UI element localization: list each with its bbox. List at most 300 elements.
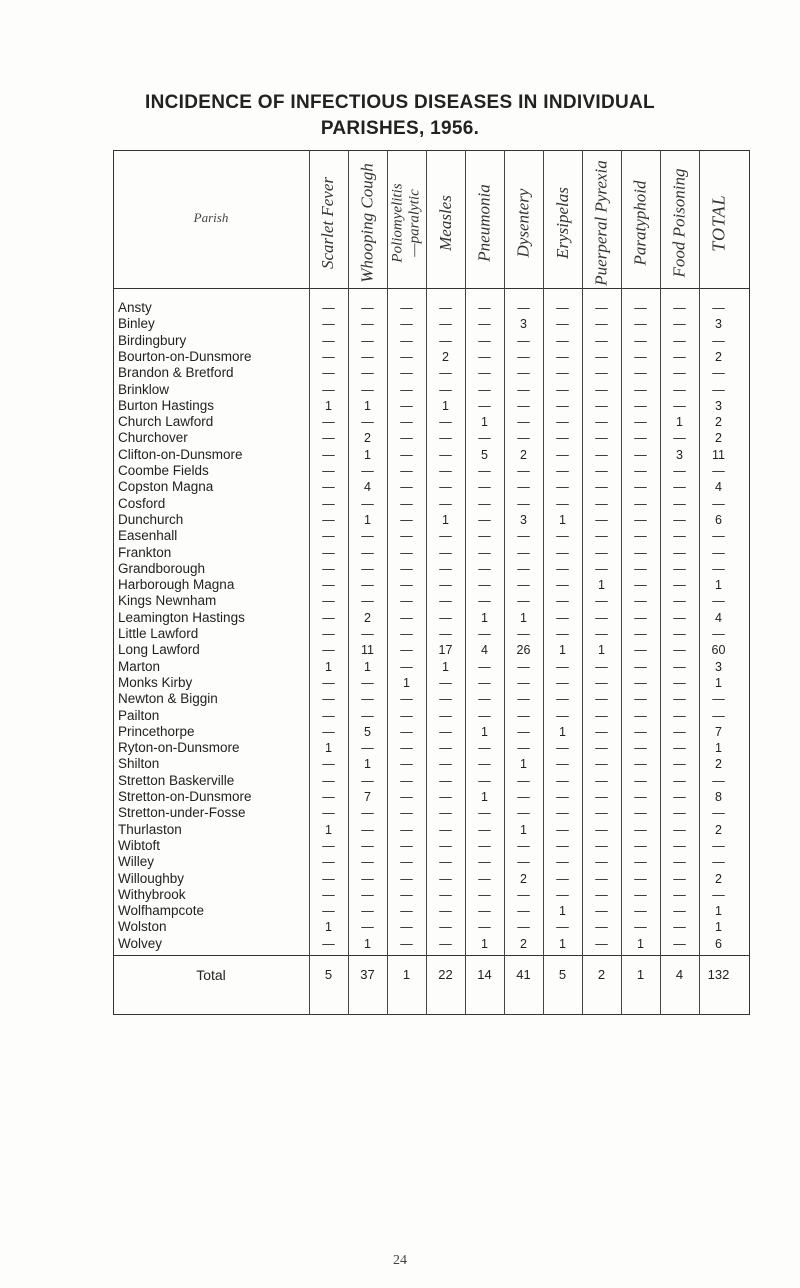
table-cell: — — [595, 333, 608, 348]
table-cell: — — [361, 382, 374, 397]
table-cell: — — [322, 561, 335, 576]
parish-name: Ansty — [118, 300, 152, 315]
column-header — [583, 158, 621, 288]
parish-name: Dunchurch — [118, 511, 184, 527]
table-row — [0, 903, 800, 919]
table-cell: — — [361, 675, 374, 690]
table-cell: 3 — [715, 659, 722, 674]
parish-name: Wibtoft — [118, 837, 161, 853]
column-header-label: Erysipelas — [552, 187, 572, 259]
table-cell: — — [634, 561, 647, 576]
parish-name: Church Lawford — [118, 414, 214, 430]
table-cell: — — [673, 578, 686, 593]
parish-name: Birdingbury — [118, 332, 187, 348]
table-cell: — — [595, 822, 608, 837]
table-cell: — — [400, 790, 413, 804]
table-cell: — — [361, 627, 374, 641]
table-cell: — — [322, 757, 335, 772]
table-cell: — — [634, 480, 647, 495]
table-cell: — — [517, 887, 530, 902]
table-cell: 1 — [364, 512, 371, 527]
table-cell: — — [556, 887, 569, 902]
table-cell: — — [322, 610, 335, 625]
table-cell: 1 — [559, 904, 566, 919]
parish-name: Stretton Baskerville — [118, 772, 235, 788]
table-row — [0, 919, 800, 935]
table-cell: — — [634, 838, 647, 853]
table-row — [0, 659, 800, 675]
table-cell: — — [595, 382, 608, 397]
table-cell: — — [634, 545, 647, 560]
table-cell: — — [322, 317, 335, 332]
table-cell: — — [634, 855, 647, 870]
table-cell: — — [712, 333, 725, 348]
table-cell: — — [322, 382, 335, 397]
table-cell: — — [673, 366, 686, 381]
table-row — [0, 300, 800, 316]
table-cell: — — [634, 659, 647, 674]
table-cell: — — [439, 773, 452, 788]
table-cell: 1 — [364, 936, 371, 951]
table-cell: — — [517, 724, 530, 739]
table-cell: — — [595, 855, 608, 870]
table-cell: 1 — [520, 757, 527, 772]
table-cell: — — [400, 594, 413, 609]
total-cell: 14 — [477, 967, 492, 982]
table-cell: — — [673, 887, 686, 902]
column-header — [505, 158, 543, 288]
table-cell: — — [595, 447, 608, 462]
table-cell: 1 — [715, 741, 722, 756]
table-cell: — — [361, 887, 374, 902]
table-cell: 1 — [325, 659, 332, 674]
table-cell: — — [556, 675, 569, 690]
table-cell: 1 — [442, 659, 449, 674]
table-cell: — — [595, 627, 608, 641]
table-cell: 1 — [520, 610, 527, 625]
total-cell: 4 — [675, 967, 684, 982]
table-cell: — — [634, 773, 647, 788]
table-cell: — — [634, 529, 647, 544]
table-cell: 2 — [520, 871, 527, 886]
table-row — [0, 626, 800, 642]
table-cell: — — [478, 431, 491, 446]
table-cell: — — [556, 610, 569, 625]
table-row — [0, 528, 800, 544]
parish-name: Willoughby — [118, 870, 185, 886]
table-cell: — — [517, 594, 530, 609]
table-cell: 1 — [481, 415, 488, 430]
table-row — [0, 854, 800, 870]
parish-name: Long Lawford — [118, 642, 200, 658]
table-cell: 4 — [364, 480, 371, 495]
table-cell: — — [478, 806, 491, 821]
table-cell: — — [400, 512, 413, 527]
table-cell: — — [673, 724, 686, 739]
table-cell: 1 — [559, 643, 566, 658]
table-cell: — — [322, 301, 335, 315]
table-cell: — — [439, 545, 452, 560]
column-header-label: Pneumonia — [474, 184, 494, 262]
table-cell: — — [712, 855, 725, 870]
table-cell: — — [673, 822, 686, 837]
table-cell: 1 — [520, 822, 527, 837]
table-cell: — — [712, 366, 725, 381]
column-header — [427, 158, 465, 288]
table-row — [0, 724, 800, 740]
parish-name: Stretton-under-Fosse — [118, 805, 246, 821]
page-number: 24 — [393, 1253, 407, 1268]
table-cell: — — [634, 822, 647, 837]
table-cell: — — [556, 773, 569, 788]
table-cell: 1 — [559, 724, 566, 739]
table-cell: — — [439, 431, 452, 446]
table-cell: — — [556, 301, 569, 315]
table-cell: — — [712, 545, 725, 560]
table-cell: — — [595, 790, 608, 804]
table-cell: 2 — [715, 349, 722, 364]
total-cell: 1 — [402, 967, 411, 982]
parish-name: Ryton-on-Dunsmore — [118, 740, 240, 756]
table-cell: — — [478, 855, 491, 870]
table-row — [0, 593, 800, 609]
table-cell: — — [673, 431, 686, 446]
table-cell: — — [517, 675, 530, 690]
total-cell: 41 — [516, 967, 531, 982]
table-cell: — — [634, 349, 647, 364]
table-cell: 1 — [481, 790, 488, 804]
table-cell: 2 — [520, 936, 527, 951]
table-cell: — — [361, 741, 374, 756]
table-row — [0, 871, 800, 887]
table-cell: — — [673, 838, 686, 853]
table-cell: — — [517, 366, 530, 381]
parish-name: Shilton — [118, 756, 160, 772]
table-cell: — — [556, 447, 569, 462]
total-divider — [113, 955, 750, 956]
table-row — [0, 447, 800, 463]
table-cell: — — [478, 627, 491, 641]
total-cell: 37 — [360, 967, 375, 982]
table-row — [0, 756, 800, 772]
parish-name: Burton Hastings — [118, 397, 215, 413]
table-cell: — — [595, 806, 608, 821]
table-cell: — — [322, 333, 335, 348]
table-cell: — — [400, 366, 413, 381]
table-cell: — — [400, 578, 413, 593]
table-cell: — — [634, 790, 647, 804]
table-row — [0, 838, 800, 854]
table-cell: — — [361, 692, 374, 707]
table-cell: — — [556, 708, 569, 723]
table-cell: — — [400, 496, 413, 511]
table-cell: — — [400, 464, 413, 478]
table-cell: — — [634, 594, 647, 609]
table-cell: — — [400, 936, 413, 951]
table-cell: 5 — [481, 447, 488, 462]
table-cell: — — [556, 741, 569, 756]
total-label: Total — [196, 967, 226, 983]
table-cell: — — [634, 301, 647, 315]
table-cell: — — [478, 822, 491, 837]
table-cell: — — [673, 317, 686, 332]
table-cell: — — [400, 806, 413, 821]
parish-column-header: Parish — [193, 210, 229, 225]
table-cell: — — [595, 741, 608, 756]
table-cell: — — [712, 692, 725, 707]
table-cell: 8 — [715, 790, 722, 804]
table-row — [0, 773, 800, 789]
parish-name: Willey — [118, 854, 154, 870]
table-cell: — — [361, 708, 374, 723]
table-cell: — — [400, 904, 413, 919]
table-cell: — — [517, 659, 530, 674]
parish-name: Kings Newnham — [118, 593, 217, 609]
table-cell: 1 — [325, 398, 332, 413]
table-cell: — — [634, 610, 647, 625]
table-cell: — — [673, 692, 686, 707]
table-cell: — — [361, 496, 374, 511]
table-row — [0, 675, 800, 691]
table-cell: — — [361, 366, 374, 381]
table-row — [0, 349, 800, 365]
table-cell: — — [673, 594, 686, 609]
table-cell: — — [595, 936, 608, 951]
table-cell: — — [400, 659, 413, 674]
table-cell: — — [439, 708, 452, 723]
column-header-label: Paratyphoid — [630, 180, 650, 266]
table-cell: — — [556, 349, 569, 364]
table-cell: 1 — [325, 822, 332, 837]
table-cell: — — [673, 398, 686, 413]
table-cell: 1 — [715, 675, 722, 690]
table-cell: — — [478, 464, 491, 478]
column-header — [310, 158, 348, 288]
table-cell: — — [400, 773, 413, 788]
table-cell: — — [673, 561, 686, 576]
table-cell: — — [595, 659, 608, 674]
table-cell: — — [595, 724, 608, 739]
table-cell: — — [400, 301, 413, 315]
table-cell: 1 — [364, 447, 371, 462]
table-cell: — — [517, 741, 530, 756]
parish-name: Churchover — [118, 430, 188, 446]
table-cell: 2 — [715, 431, 722, 446]
table-cell: — — [322, 349, 335, 364]
table-cell: — — [478, 773, 491, 788]
table-cell: — — [439, 464, 452, 478]
table-cell: — — [322, 887, 335, 902]
table-cell: — — [517, 496, 530, 511]
table-cell: — — [712, 594, 725, 609]
table-cell: — — [556, 333, 569, 348]
table-cell: — — [673, 627, 686, 641]
table-cell: — — [595, 773, 608, 788]
table-cell: — — [439, 887, 452, 902]
table-cell: 3 — [676, 447, 683, 462]
table-row — [0, 805, 800, 821]
table-cell: 2 — [520, 447, 527, 462]
table-cell: — — [322, 692, 335, 707]
table-cell: — — [634, 627, 647, 641]
table-cell: — — [595, 708, 608, 723]
header-divider — [113, 288, 750, 289]
table-cell: — — [634, 741, 647, 756]
table-cell: — — [673, 382, 686, 397]
table-cell: — — [673, 480, 686, 495]
parish-name: Harborough Magna — [118, 577, 235, 593]
table-cell: — — [517, 773, 530, 788]
table-cell: — — [400, 349, 413, 364]
table-cell: — — [517, 545, 530, 560]
table-cell: — — [478, 529, 491, 544]
table-cell: 1 — [559, 936, 566, 951]
table-cell: 3 — [715, 317, 722, 332]
table-cell: — — [322, 480, 335, 495]
table-cell: — — [712, 301, 725, 315]
table-cell: — — [634, 675, 647, 690]
table-row — [0, 382, 800, 398]
table-cell: — — [517, 838, 530, 853]
table-row — [0, 512, 800, 528]
table-cell: — — [595, 398, 608, 413]
table-cell: — — [361, 871, 374, 886]
table-cell: — — [634, 692, 647, 707]
table-cell: — — [595, 431, 608, 446]
table-cell: — — [517, 790, 530, 804]
table-cell: — — [556, 398, 569, 413]
parish-name: Thurlaston — [118, 821, 182, 837]
column-header-label: Measles — [435, 195, 455, 251]
table-cell: — — [322, 773, 335, 788]
table-cell: — — [634, 806, 647, 821]
table-cell: 3 — [520, 317, 527, 332]
table-cell: — — [517, 920, 530, 935]
table-cell: — — [322, 496, 335, 511]
table-row — [0, 414, 800, 430]
table-cell: — — [439, 447, 452, 462]
table-cell: — — [478, 301, 491, 315]
column-header — [388, 158, 426, 288]
table-cell: — — [673, 512, 686, 527]
table-cell: — — [634, 447, 647, 462]
table-cell: — — [556, 545, 569, 560]
table-cell: — — [673, 545, 686, 560]
table-cell: — — [439, 936, 452, 951]
table-cell: 7 — [715, 724, 722, 739]
parish-name: Withybrook — [118, 886, 186, 902]
parish-name: Wolfhampcote — [118, 903, 205, 919]
table-cell: — — [400, 627, 413, 641]
table-cell: — — [517, 480, 530, 495]
parish-name: Wolston — [118, 919, 167, 935]
table-cell: — — [517, 855, 530, 870]
table-cell: — — [439, 594, 452, 609]
table-cell: 17 — [438, 643, 453, 658]
total-cell: 2 — [597, 967, 606, 982]
table-cell: — — [400, 610, 413, 625]
table-cell: — — [517, 561, 530, 576]
table-cell: — — [595, 496, 608, 511]
table-cell: — — [556, 838, 569, 853]
table-cell: — — [361, 529, 374, 544]
table-cell: 1 — [598, 643, 605, 658]
parish-name: Cosford — [118, 495, 166, 511]
table-cell: — — [439, 692, 452, 707]
table-row — [0, 708, 800, 724]
total-cell: 132 — [707, 967, 730, 982]
table-cell: — — [439, 610, 452, 625]
table-cell: — — [556, 822, 569, 837]
table-cell: — — [400, 382, 413, 397]
table-cell: — — [673, 773, 686, 788]
table-cell: — — [400, 545, 413, 560]
table-cell: — — [322, 431, 335, 446]
page-subtitle: PARISHES, 1956. — [320, 118, 480, 139]
table-cell: — — [712, 627, 725, 641]
table-cell: 1 — [715, 904, 722, 919]
table-cell: — — [322, 512, 335, 527]
table-cell: — — [439, 529, 452, 544]
table-cell: — — [322, 904, 335, 919]
table-cell: — — [322, 415, 335, 430]
table-row — [0, 316, 800, 332]
table-cell: — — [712, 708, 725, 723]
table-cell: — — [595, 301, 608, 315]
table-cell: 1 — [481, 724, 488, 739]
column-header — [622, 158, 660, 288]
table-cell: — — [634, 887, 647, 902]
table-cell: — — [400, 529, 413, 544]
table-cell: 2 — [715, 822, 722, 837]
table-cell: — — [439, 904, 452, 919]
total-cell: 5 — [558, 967, 567, 982]
parish-name: Grandborough — [118, 560, 206, 576]
table-cell: — — [478, 398, 491, 413]
table-cell: — — [556, 431, 569, 446]
table-cell: — — [595, 545, 608, 560]
table-cell: — — [322, 838, 335, 853]
column-header — [349, 158, 387, 288]
table-cell: — — [478, 675, 491, 690]
total-cell: 5 — [324, 967, 333, 982]
table-cell: — — [478, 480, 491, 495]
table-cell: — — [712, 773, 725, 788]
table-cell: — — [400, 692, 413, 707]
table-cell: — — [634, 512, 647, 527]
table-cell: 2 — [715, 757, 722, 772]
table-cell: — — [400, 741, 413, 756]
table-cell: — — [478, 838, 491, 853]
parish-name: Princethorpe — [118, 723, 195, 739]
table-cell: — — [673, 529, 686, 544]
table-cell: — — [478, 545, 491, 560]
table-cell: — — [634, 757, 647, 772]
table-cell: — — [673, 904, 686, 919]
parish-name: Marton — [118, 658, 161, 674]
table-cell: — — [478, 578, 491, 593]
table-cell: — — [478, 382, 491, 397]
table-cell: — — [400, 398, 413, 413]
table-row — [0, 496, 800, 512]
table-cell: — — [634, 904, 647, 919]
table-cell: — — [595, 920, 608, 935]
table-cell: — — [673, 920, 686, 935]
table-cell: — — [400, 708, 413, 723]
table-cell: — — [712, 838, 725, 853]
table-cell: — — [400, 431, 413, 446]
column-header-label: Dysentery — [513, 188, 533, 258]
